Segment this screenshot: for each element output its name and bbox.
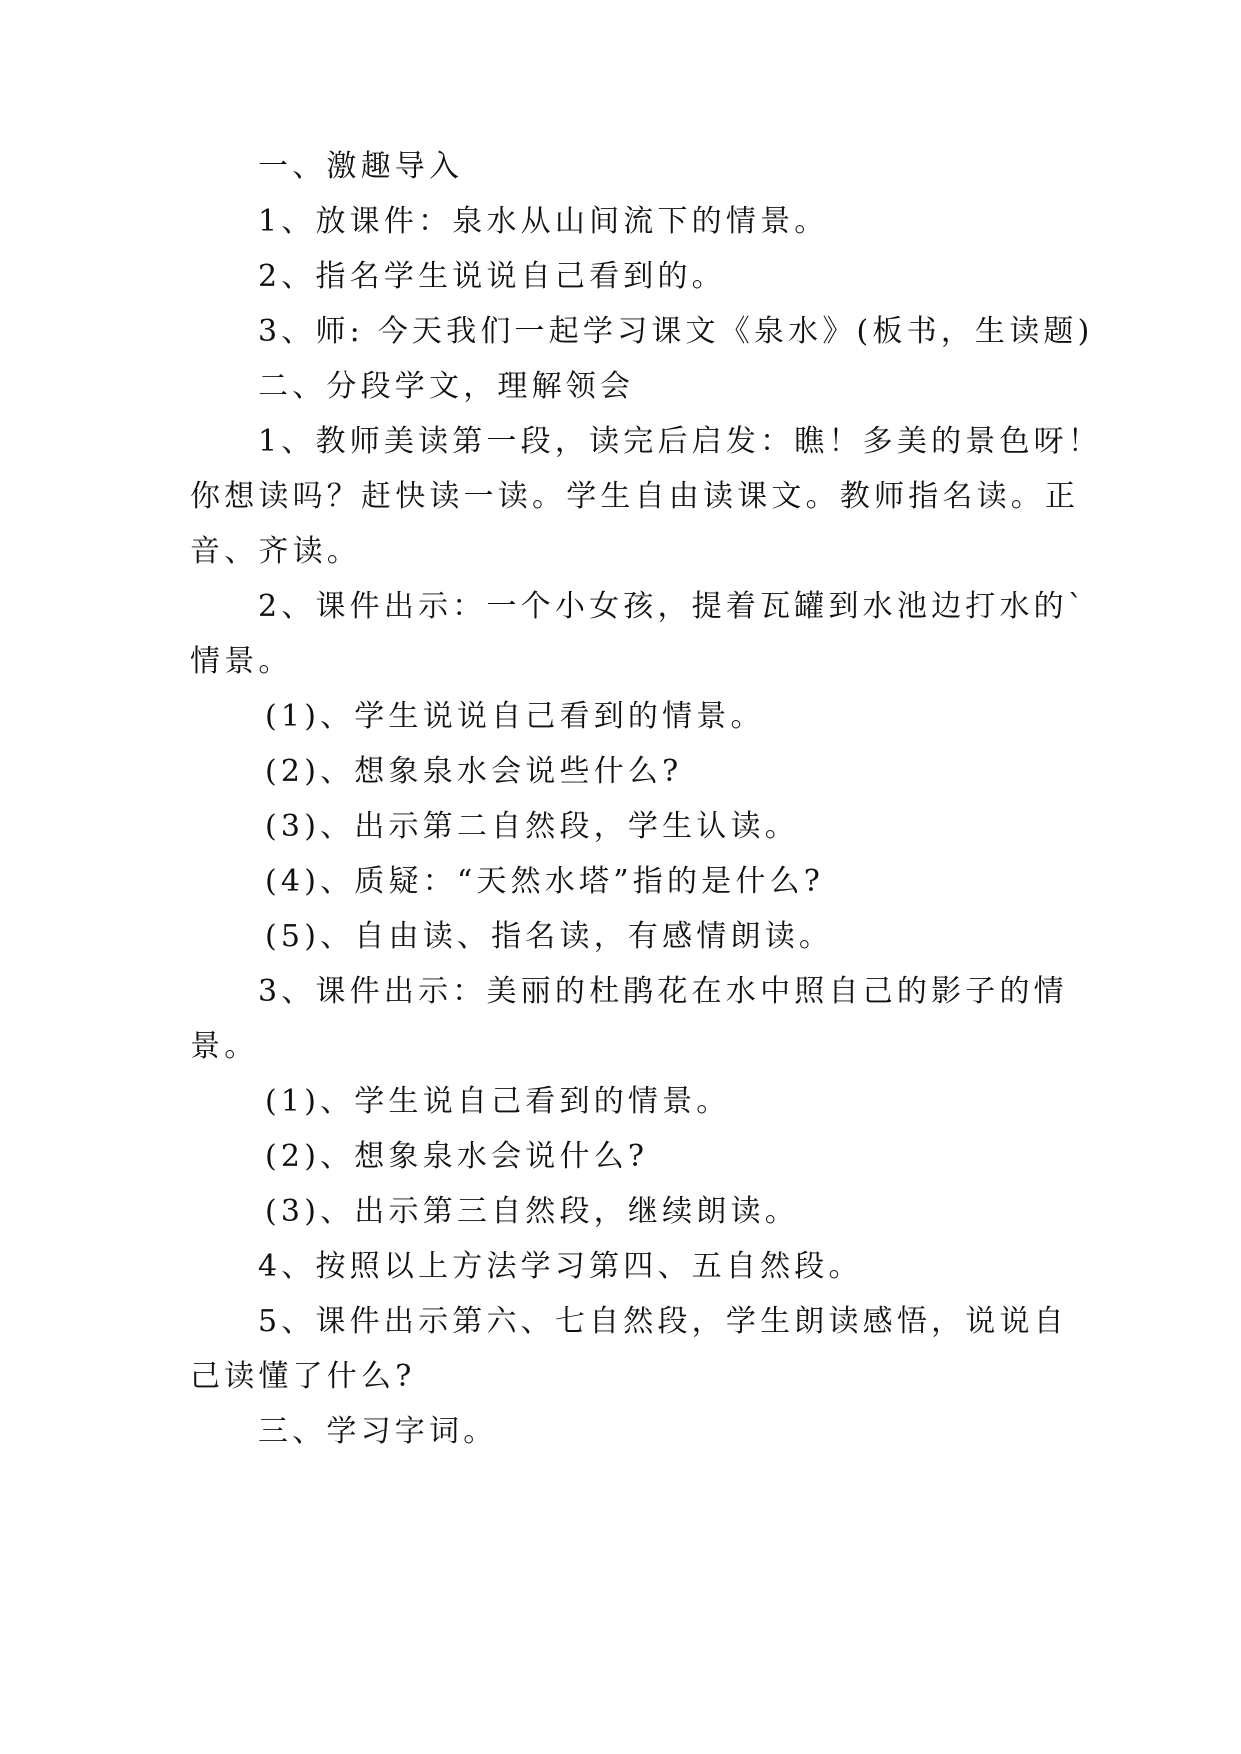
- sub-item-line: (4)、质疑：“天然水塔”指的是什么?: [265, 864, 825, 899]
- paragraph-line: 你想读吗？赶快读一读。学生自由读课文。教师指名读。正: [190, 479, 1080, 514]
- sub-item-line: (1)、学生说自己看到的情景。: [265, 1084, 731, 1119]
- paragraph-line: 5、课件出示第六、七自然段，学生朗读感悟，说说自: [258, 1304, 1068, 1339]
- paragraph-line: 3、师: 今天我们一起学习课文《泉水》(板书，生读题): [258, 314, 1094, 349]
- paragraph-line: 情景。: [190, 644, 293, 679]
- paragraph-line: 2、指名学生说说自己看到的。: [258, 259, 726, 294]
- sub-item-line: (1)、学生说说自己看到的情景。: [265, 699, 765, 734]
- paragraph-line: 音、齐读。: [190, 534, 361, 569]
- paragraph-line: 4、按照以上方法学习第四、五自然段。: [258, 1249, 863, 1284]
- paragraph-line: 3、课件出示：美丽的杜鹃花在水中照自己的影子的情: [258, 974, 1068, 1009]
- section-heading-2: 二、分段学文，理解领会: [258, 369, 635, 404]
- paragraph-line: 2、课件出示：一个小女孩，提着瓦罐到水池边打水的`: [258, 589, 1088, 624]
- paragraph-line: 1、教师美读第一段，读完后启发：瞧！多美的景色呀！: [258, 424, 1103, 459]
- sub-item-line: (5)、自由读、指名读，有感情朗读。: [265, 919, 834, 954]
- paragraph-line: 己读懂了什么?: [190, 1359, 416, 1394]
- sub-item-line: (2)、想象泉水会说些什么?: [265, 754, 683, 789]
- section-heading-3: 三、学习字词。: [258, 1414, 498, 1449]
- section-heading-1: 一、激趣导入: [258, 149, 464, 184]
- sub-item-line: (3)、出示第三自然段，继续朗读。: [265, 1194, 799, 1229]
- sub-item-line: (2)、想象泉水会说什么?: [265, 1139, 649, 1174]
- paragraph-line: 1、放课件：泉水从山间流下的情景。: [258, 204, 829, 239]
- sub-item-line: (3)、出示第二自然段，学生认读。: [265, 809, 799, 844]
- paragraph-line: 景。: [190, 1029, 259, 1064]
